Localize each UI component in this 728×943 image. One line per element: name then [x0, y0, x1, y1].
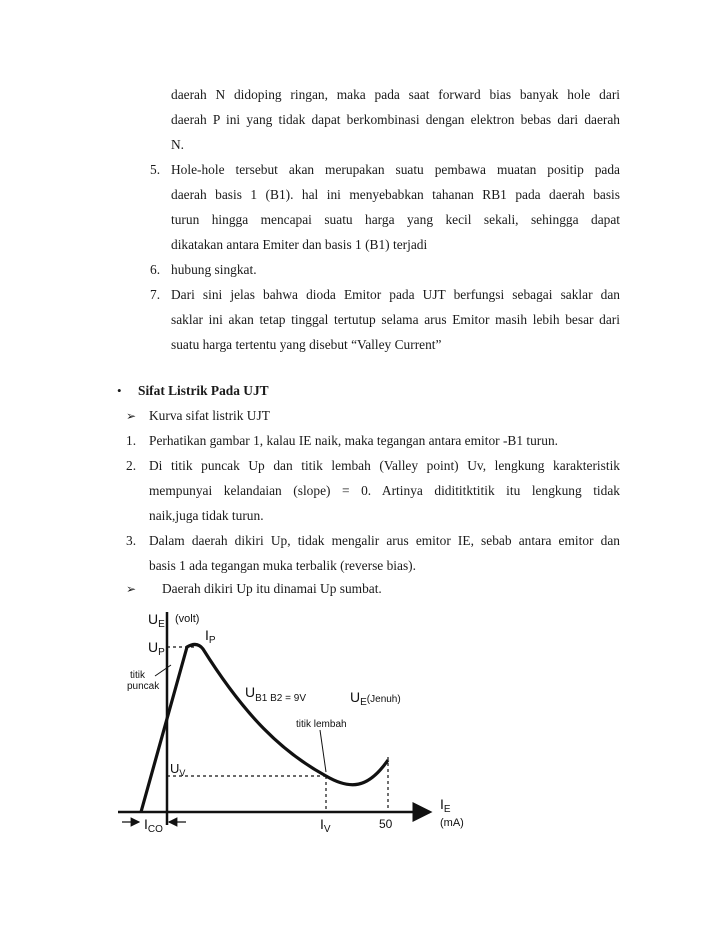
- ip-label: $I_P$: [205, 627, 216, 646]
- titik-lembah-label: titik lembah: [296, 719, 347, 730]
- subheading-daerah: Daerah dikiri Up itu dinamai Up sumbat.: [162, 581, 382, 596]
- iv-label: $I_V$: [320, 816, 331, 835]
- bullet-icon: •: [117, 383, 122, 398]
- text-line: suatu harga tertentu yang disebut “Valley Current”: [171, 337, 442, 352]
- text-line: daerah basis 1 (B1). hal ini menyebabkan tahanan RB1 pada daerah basis: [171, 187, 620, 202]
- text-line: saklar ini akan tetap tinggal tertutup selama arus Emitor masih lebih besar dari: [171, 312, 620, 327]
- titik-puncak-pointer: [155, 665, 171, 676]
- subheading-kurva: Kurva sifat listrik UJT: [149, 408, 270, 423]
- list-number: 3.: [126, 533, 137, 548]
- y-axis-unit: (volt): [175, 613, 200, 625]
- list-number: 2.: [126, 458, 137, 473]
- text-line: Dalam daerah dikiri Up, tidak mengalir arus emitor IE, sebab antara emitor dan: [149, 533, 620, 548]
- titik-puncak-label: titik: [130, 670, 145, 681]
- text-line: turun hingga mencapai suatu harga yang kecil sekali, sehingga dapat: [171, 212, 620, 227]
- ue-jenuh-label: $U_E^{(Jenuh)}$: [350, 689, 401, 708]
- arrow-bullet-icon: ➢: [126, 409, 137, 423]
- list-number: 7.: [150, 287, 161, 302]
- list-number: 6.: [150, 262, 161, 277]
- ico-label: $I_{CO}$: [144, 816, 163, 835]
- list-number: 5.: [150, 162, 161, 177]
- text-line: hubung singkat.: [171, 262, 257, 277]
- uv-label: $U_V$: [170, 761, 186, 778]
- characteristic-curve: [141, 644, 388, 812]
- text-line: naik,juga tidak turun.: [149, 508, 264, 523]
- text-line: Hole-hole tersebut akan merupakan suatu pembawa muatan positip pada: [171, 162, 620, 177]
- titik-puncak-label: puncak: [127, 681, 160, 692]
- x-axis-label: $I_E$: [440, 796, 451, 815]
- y-axis-label: $U_E$: [148, 611, 165, 630]
- text-line: mempunyai kelandaian (slope) = 0. Artinya didititktitik itu lengkung tidak: [149, 483, 620, 498]
- section-heading: Sifat Listrik Pada UJT: [138, 383, 269, 398]
- titik-lembah-pointer: [320, 730, 326, 772]
- text-line: Perhatikan gambar 1, kalau IE naik, maka tegangan antara emitor -B1 turun.: [149, 433, 559, 448]
- text-line: N.: [171, 137, 185, 152]
- text-line: basis 1 ada tegangan muka terbalik (reverse bias).: [149, 558, 416, 573]
- up-label: $U_P$: [148, 639, 165, 658]
- text-line: daerah P ini yang tidak dapat berkombinasi dengan elektron bebas dari daerah: [171, 112, 620, 127]
- text-line: daerah N didoping ringan, maka pada saat forward bias banyak hole dari: [171, 87, 620, 102]
- list-number: 1.: [126, 433, 137, 448]
- ub1b2-label: $U_{B1 B2 = 9V}$: [245, 684, 306, 704]
- text-line: dikatakan antara Emiter dan basis 1 (B1) terjadi: [171, 237, 428, 252]
- text-line: Di titik puncak Up dan titik lembah (Valley point) Uv, lengkung karakteristik: [149, 458, 620, 473]
- text-line: Dari sini jelas bahwa dioda Emitor pada UJT berfungsi sebagai saklar dan: [171, 287, 620, 302]
- arrow-bullet-icon: ➢: [126, 582, 137, 596]
- x50-label: 50: [379, 817, 393, 831]
- x-axis-unit: (mA): [440, 817, 464, 829]
